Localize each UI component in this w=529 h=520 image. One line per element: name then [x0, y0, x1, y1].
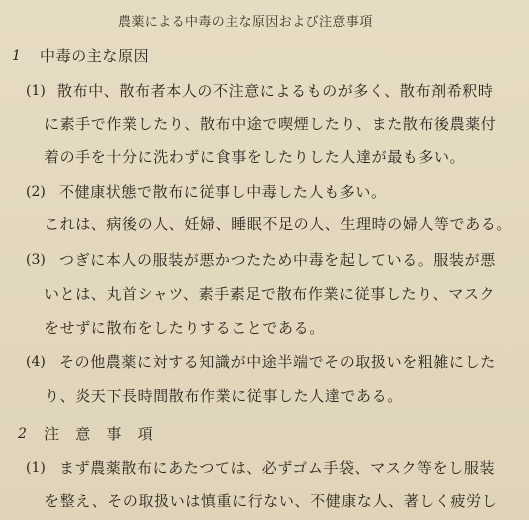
item-1-1-line-1: 散布中、散布者本人の不注意によるものが多く、散布剤希釈時 — [57, 82, 494, 100]
section-2-heading: 注 意 事 項 — [44, 425, 154, 443]
item-2-1-line-1: まず農薬散布にあたつては、必ずゴム手袋、マスク等をし服装 — [59, 459, 496, 477]
item-1-4-line-1: その他農薬に対する知識が中途半端でその取扱いを粗雑にした — [59, 353, 496, 371]
item-1-3-marker: (3) — [26, 252, 46, 268]
item-1-3-line-1: つぎに本人の服装が悪かつたため中毒を起している。服装が悪 — [59, 251, 496, 269]
item-1-2-line-2: これは、病後の人、妊婦、睡眠不足の人、生理時の婦人等である。 — [44, 215, 513, 233]
section-1-number: 1 — [12, 48, 21, 64]
item-1-1-line-2: に素手で作業したり、散布中途で喫煙したり、また散布後農薬付 — [44, 115, 497, 133]
item-1-2-line-1: 不健康状態で散布に従事し中毒した人も多い。 — [59, 183, 387, 201]
item-1-3-line-3: をせずに散布をしたりすることである。 — [44, 319, 325, 337]
item-1-3-line-2: いとは、丸首シャツ、素手素足で散布作業に従事したり、マスク — [44, 285, 496, 303]
item-2-1-line-2: を整え、その取扱いは慎重に行ない、不健康な人、著しく疲労し — [44, 492, 498, 510]
item-1-1-marker: (1) — [26, 83, 46, 99]
item-2-1-marker: (1) — [26, 460, 46, 476]
item-1-4-line-2: り、炎天下長時間散布作業に従事した人達である。 — [44, 387, 403, 405]
item-1-2-marker: (2) — [26, 184, 46, 200]
document-title: 農薬による中毒の主な原因および注意事項 — [118, 15, 373, 30]
section-2-number: 2 — [18, 426, 27, 442]
item-1-1-line-3: 着の手を十分に洗わずに食事をしたりした人達が最も多い。 — [44, 148, 466, 166]
item-1-4-marker: (4) — [26, 354, 46, 370]
section-1-heading: 中毒の主な原因 — [40, 47, 150, 65]
